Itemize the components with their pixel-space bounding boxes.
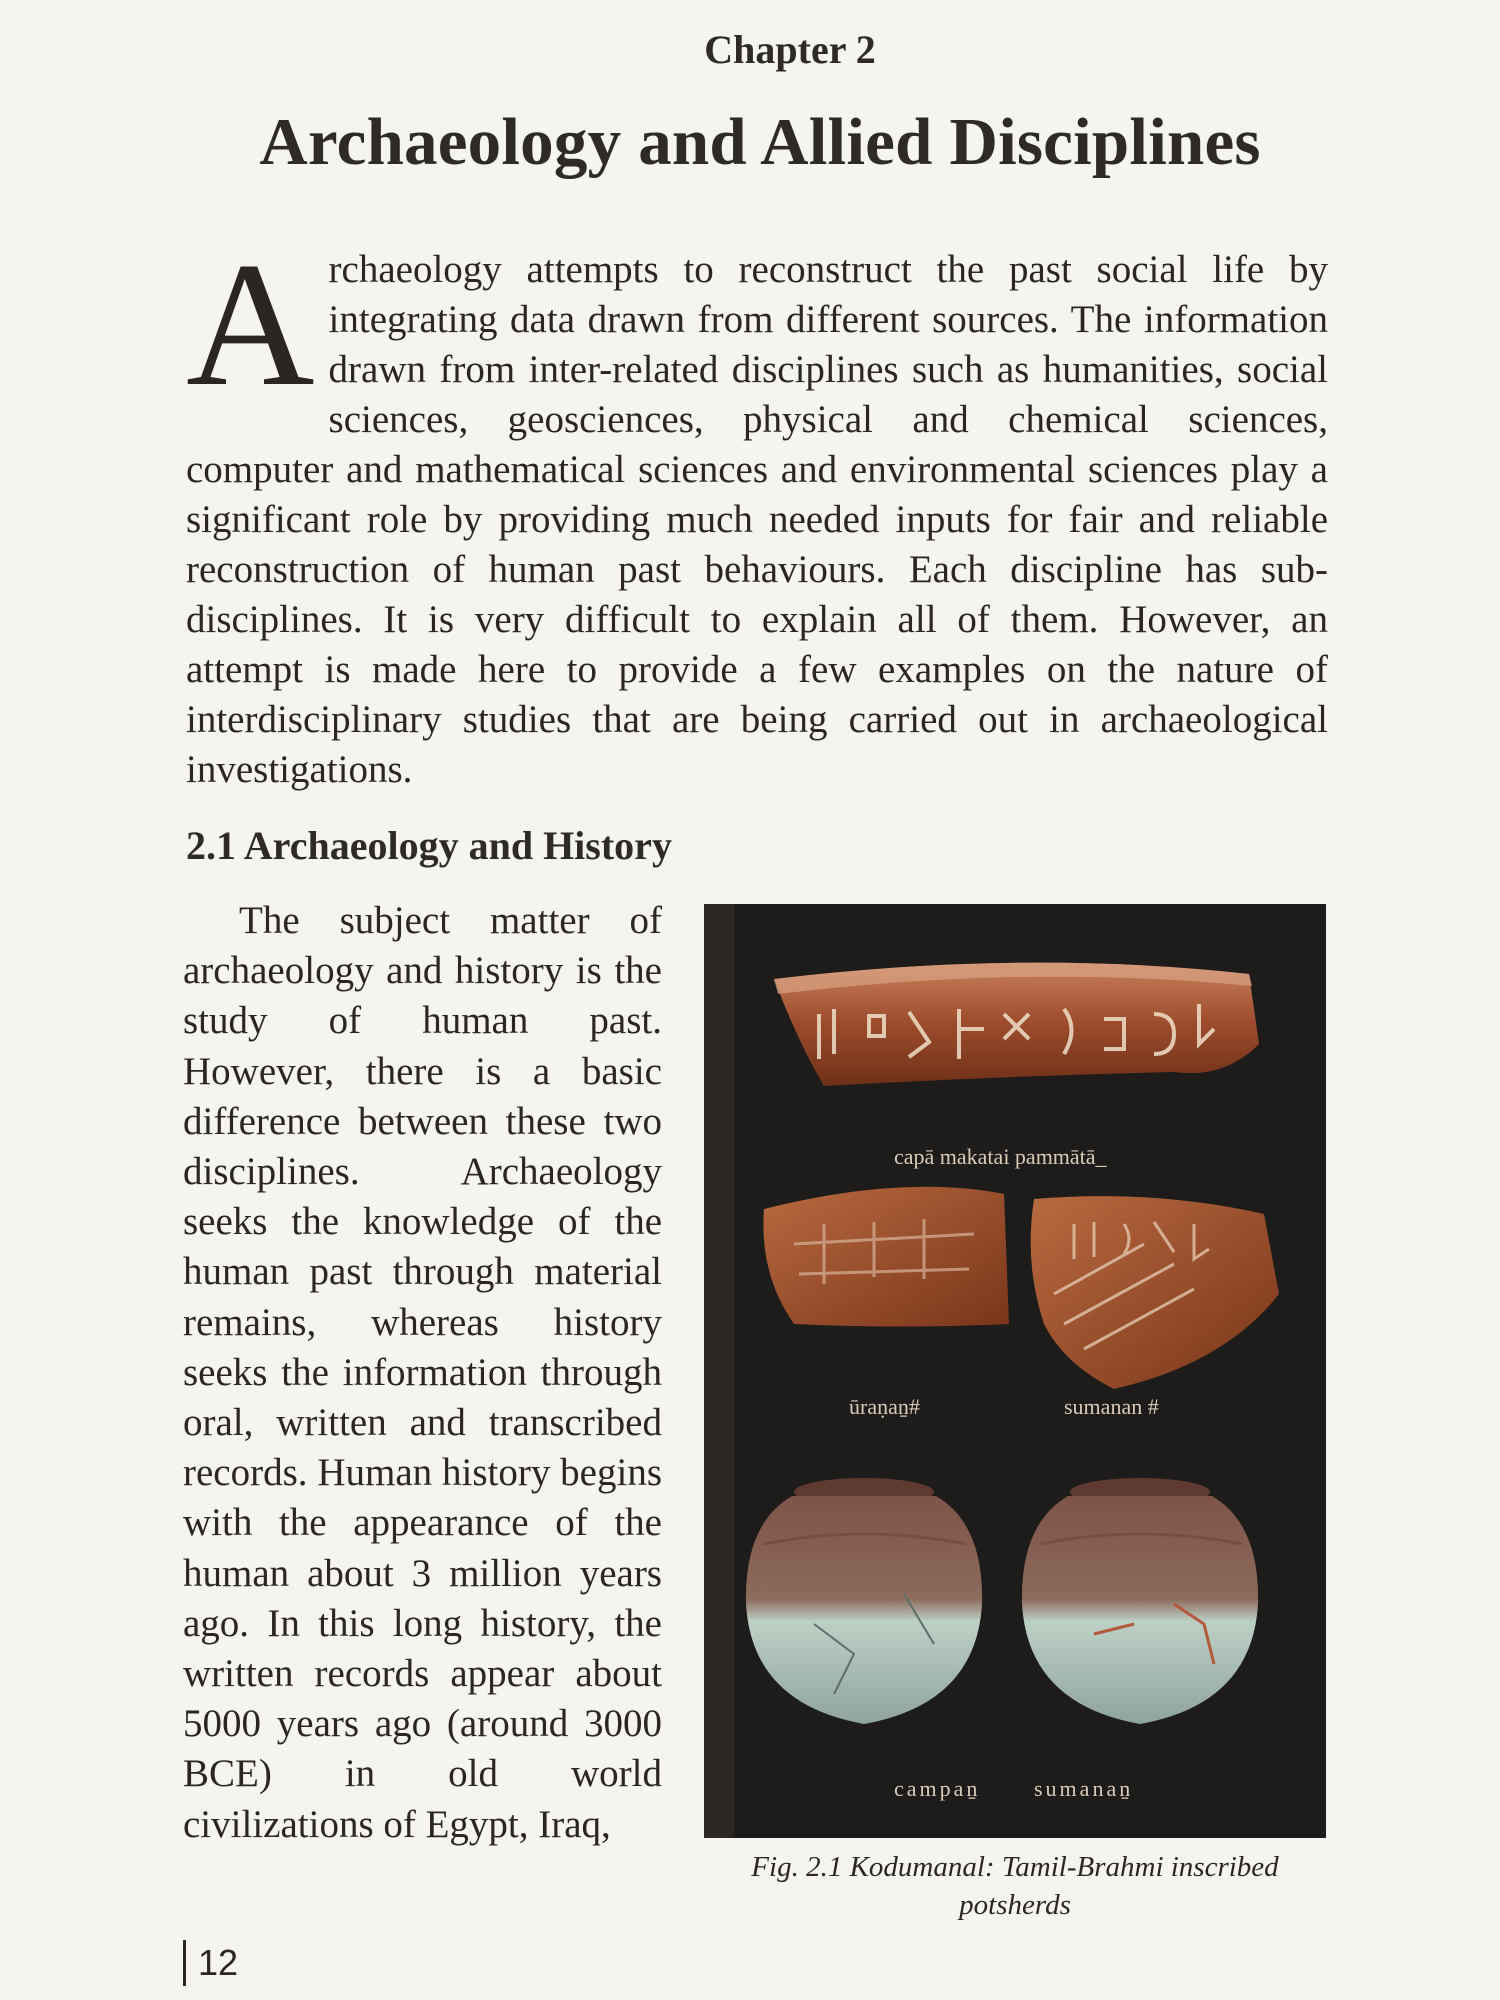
middle-left-sherd — [763, 1187, 1009, 1327]
top-sherd — [774, 963, 1259, 1086]
potsherd-photo — [704, 904, 1326, 1838]
figure-caption: Fig. 2.1 Kodumanal: Tamil-Brahmi inscribed potsherds — [751, 1851, 1279, 1921]
chapter-label: Chapter 2 — [704, 27, 876, 72]
label-middle-right: sumanan # — [1064, 1394, 1159, 1419]
section-paragraph: The subject matter of archaeology and history is the study of human past. However, there is a basic difference between these two disciplines. Archaeology seeks the knowledge of the human past through material remains, whereas history seeks the information through oral, written and transcribed records. Human history begins with the appearance of the human about 3 million years ago. In this long history, the written records appear about 5000 years ago (around 3000 BCE) in old world civilizations of Egypt, Iraq, — [183, 899, 662, 1846]
page-number: 12 — [183, 1940, 238, 1986]
label-bottom-left: campaṉ — [894, 1776, 981, 1801]
section-heading: 2.1 Archaeology and History — [186, 823, 672, 868]
drop-cap: A — [186, 225, 315, 423]
label-bottom-right: sumanaṉ — [1034, 1776, 1134, 1801]
intro-text: rchaeology attempts to reconstruct the past social life by integrating data drawn from different sources. The information drawn from inter-related disciplines such as humanities, social sciences, geosciences, physical and chemical sciences, computer and mathematical sciences and environmental sciences play a significant role by providing much needed inputs for fair and reliable reconstruction of human past behaviours. Each discipline has sub-disciplines. It is very difficult to explain all of them. However, an attempt is made here to provide a few examples on the nature of interdisciplinary studies that are being carried out in archaeological investigations. — [186, 248, 1328, 791]
intro-paragraph — [186, 225, 1328, 795]
chapter-title: Archaeology and Allied Disciplines — [259, 105, 1261, 179]
potsherd-figure — [704, 904, 1326, 1838]
label-middle-left: ūraṇaṉ# — [849, 1394, 920, 1419]
label-top: capā makatai pammātā_ — [894, 1144, 1107, 1169]
